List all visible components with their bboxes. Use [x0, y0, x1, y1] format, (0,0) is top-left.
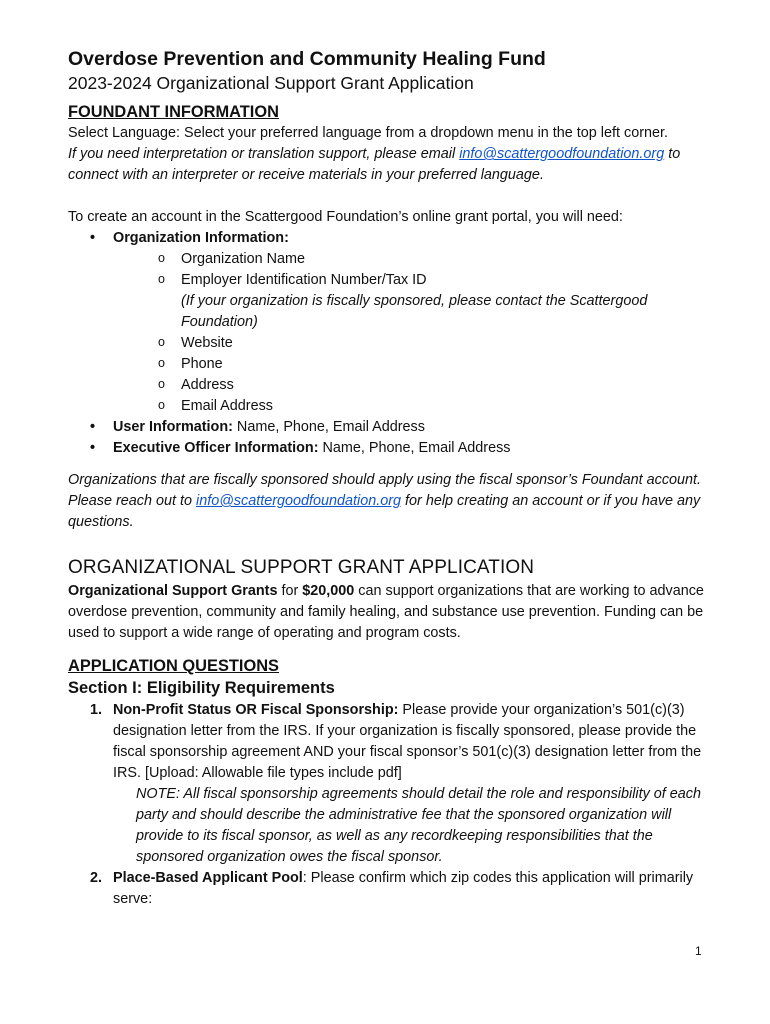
question-2-text: : Please confirm which zip codes this application will primarily serve:: [113, 870, 694, 907]
org-info-sublist: [113, 249, 708, 417]
grant-description: [68, 581, 708, 644]
question-1-text: Please provide your organization’s 501(c)(3) designation letter from the IRS. If your organization is fiscally sponsored, please provide the fiscal sponsorship agreement AND your fiscal sponsor’s 501(c)(3) designation letter from the IRS. [Upload: Allowable file types include pdf]: [113, 702, 702, 781]
section-1-heading: Section I: Eligibility Requirements: [68, 679, 335, 697]
document-page: [68, 46, 708, 910]
grant-heading: ORGANIZATIONAL SUPPORT GRANT APPLICATION: [68, 557, 535, 578]
fiscal-text-pre: Organizations that are fiscally sponsored should apply using the fiscal sponsor’s Foundant account. Please reach out to: [68, 472, 702, 509]
document-title: Overdose Prevention and Community Healing Fund: [68, 48, 546, 70]
list-item: o Organization Name: [158, 249, 708, 270]
org-info-label: Organization Information:: [113, 230, 289, 246]
user-info-label: User Information:: [113, 419, 233, 435]
question-number: 1.: [90, 702, 103, 718]
grant-text-rest: can support organizations that are working to advance overdose prevention, community and family healing, and substance use prevention. Funding can be used to support a wide range of operating and program costs.: [68, 583, 704, 641]
list-item-org-info: [90, 228, 708, 417]
language-instruction: Select Language: Select your preferred language from a dropdown menu in the top left corner.: [68, 125, 668, 141]
question-1-note: NOTE: All fiscal sponsorship agreements should detail the role and responsibility of each party and should describe the administrative fee that the sponsored organization will provide to its fiscal sponsor, as well as any recordkeeping responsibilities that the sponsored organization owes the fiscal sponsor.: [136, 786, 701, 865]
user-info-text: Name, Phone, Email Address: [232, 419, 425, 435]
interpretation-text-pre: If you need interpretation or translation support, please email: [68, 146, 460, 162]
questions-heading: APPLICATION QUESTIONS: [68, 657, 279, 675]
question-1-label: Non-Profit Status OR Fiscal Sponsorship:: [113, 702, 399, 718]
list-item-user-info: [90, 417, 708, 438]
exec-info-text: Name, Phone, Email Address: [318, 440, 511, 456]
fiscal-sponsor-note: [68, 470, 708, 533]
question-number: 2.: [90, 870, 103, 886]
question-2: [90, 868, 708, 910]
list-item: o Phone: [158, 354, 708, 375]
foundant-heading: FOUNDANT INFORMATION: [68, 103, 279, 121]
exec-info-label: Executive Officer Information:: [113, 440, 319, 456]
question-2-label: Place-Based Applicant Pool: [113, 870, 303, 886]
list-item: o Address: [158, 375, 708, 396]
list-item: o Website: [158, 333, 708, 354]
fiscal-text-post: for help creating an account or if you have any questions.: [68, 493, 701, 530]
interpretation-email-link[interactable]: info@scattergoodfoundation.org: [459, 146, 665, 162]
ein-label: Employer Identification Number/Tax ID: [181, 272, 427, 288]
question-1: [90, 700, 708, 868]
list-item: [158, 270, 708, 333]
account-intro: To create an account in the Scattergood Foundation’s online grant portal, you will need:: [68, 209, 623, 225]
grant-text-for: for: [277, 583, 303, 599]
document-subtitle: 2023-2024 Organizational Support Grant Application: [68, 73, 474, 93]
interpretation-note: [68, 144, 708, 186]
question-list: [68, 700, 708, 910]
interpretation-text-post: to connect with an interpreter or receive materials in your preferred language.: [68, 146, 681, 183]
list-item: o Email Address: [158, 396, 708, 417]
grant-name: Organizational Support Grants: [68, 583, 278, 599]
grant-amount: $20,000: [302, 583, 355, 599]
ein-note: (If your organization is fiscally sponsored, please contact the Scattergood Foundation): [181, 293, 648, 330]
account-requirements-list: [68, 228, 708, 459]
fiscal-email-link[interactable]: info@scattergoodfoundation.org: [196, 493, 402, 509]
page-number: 1: [695, 944, 702, 958]
list-item-exec-info: [90, 438, 708, 459]
